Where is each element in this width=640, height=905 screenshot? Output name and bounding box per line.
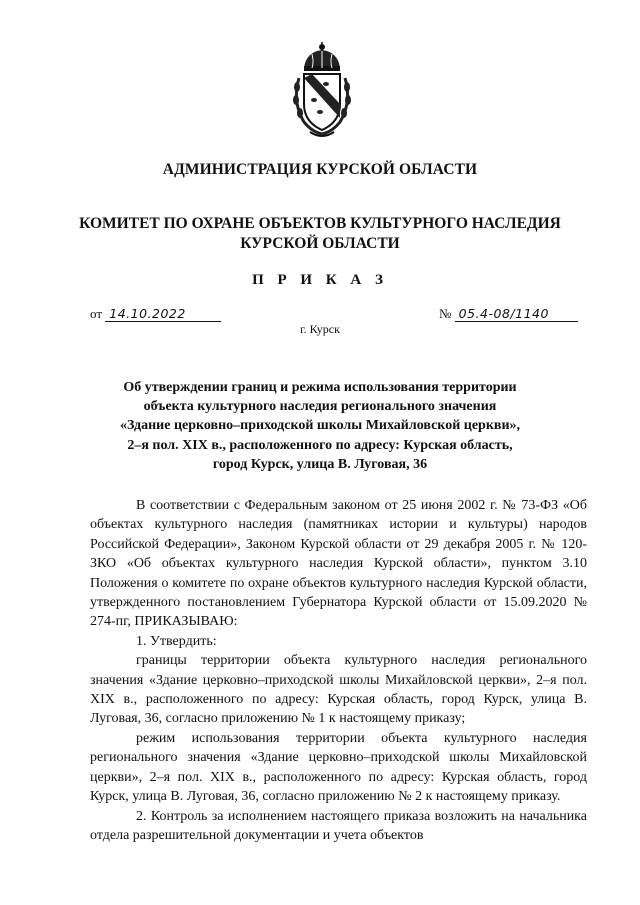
number-prefix: № [439,306,452,321]
committee-title [0,214,640,254]
subject-line: «Здание церковно–приходской школы Михайловской церкви», [119,418,521,434]
order-body [90,496,587,845]
date-value: 14.10.2022 [105,306,221,322]
subject-line: 2–я пол. XIX в., расположенного по адресу: Курская область, [127,437,513,453]
body-paragraph: 1. Утвердить: [136,633,217,649]
number-value: 05.4-08/1140 [455,306,578,322]
document-type: П Р И К А З [252,272,388,288]
subject-line: город Курск, улица В. Луговая, 36 [212,456,428,472]
committee-title-line: КУРСКОЙ ОБЛАСТИ [240,235,400,252]
number-field [439,306,578,322]
kursk-coat-of-arms-emblem [290,42,354,142]
organization-title: АДМИНИСТРАЦИЯ КУРСКОЙ ОБЛАСТИ [162,161,478,178]
city-label: г. Курск [300,322,340,336]
date-field [90,306,221,322]
order-subject [0,378,640,474]
committee-title-line: КОМИТЕТ ПО ОХРАНЕ ОБЪЕКТОВ КУЛЬТУРНОГО НАСЛЕДИЯ [79,215,561,232]
subject-line: Об утверждении границ и режима использования территории [123,380,517,395]
body-paragraph: 2. Контроль за исполнением настоящего приказа возложить на начальника отдела разрешительной документации и учета объектов [90,808,587,843]
body-paragraph: В соответствии с Федеральным законом от 25 июня 2002 г. № 73-ФЗ «Об объектах культурного наследия (памятниках истории и культуры) народов Российской Федерации», Законом Курской области от 29 декабря 2005 г. № 120-ЗКО «Об объектах культурного наследия Курской области», пунктом 3.10 Положения о комитете по охране объектов культурного наследия Курской области, утвержденного постановлением Губернатора Курской области от 15.09.2020 № 274-пг, ПРИКАЗЫВАЮ: [90,498,587,630]
body-paragraph: границы территории объекта культурного наследия регионального значения «Здание церковно–приходской школы Михайловской церкви», 2–я пол. XIX в., расположенного по адресу: Курская область, город Курск, улица В. Луговая, 36, согласно приложению № 1 к настоящему приказу; [90,653,587,727]
subject-line: объекта культурного наследия регионального значения [143,399,497,415]
body-paragraph: режим использования территории объекта культурного наследия регионального значения «Здание церковно–приходской школы Михайловской церкви», 2–я пол. XIX в., расположенного по адресу: Курская область, город Курск, улица В. Луговая, 36, согласно приложению № 2 к настоящему приказу. [90,730,587,805]
date-prefix: от [90,306,103,321]
